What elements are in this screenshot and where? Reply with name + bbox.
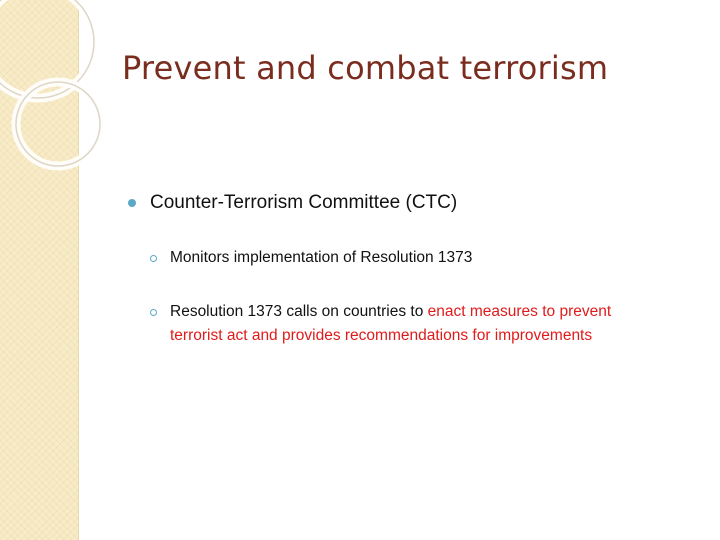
sub-bullet-list — [128, 246, 648, 348]
hollow-circle-bullet-icon — [150, 309, 157, 316]
sub-bullet-text-plain: Resolution 1373 calls on countries to — [170, 303, 428, 320]
hollow-circle-bullet-icon — [150, 255, 157, 262]
sub-bullet-text: Monitors implementation of Resolution 1373 — [170, 249, 473, 266]
slide-title: Prevent and combat terrorism — [122, 49, 609, 87]
sub-bullet-monitors — [148, 246, 648, 270]
slide-content — [128, 190, 648, 378]
decorative-circles — [0, 0, 120, 200]
bullet-text: Counter-Terrorism Committee (CTC) — [150, 192, 458, 213]
bullet-counter-terrorism-committee — [128, 190, 648, 216]
sub-bullet-resolution-calls — [148, 300, 648, 348]
filled-circle-bullet-icon — [128, 199, 136, 207]
sub-bullet-text-highlight: enact measures to prevent terrorist act and provides recommendations for improvements — [170, 303, 612, 344]
